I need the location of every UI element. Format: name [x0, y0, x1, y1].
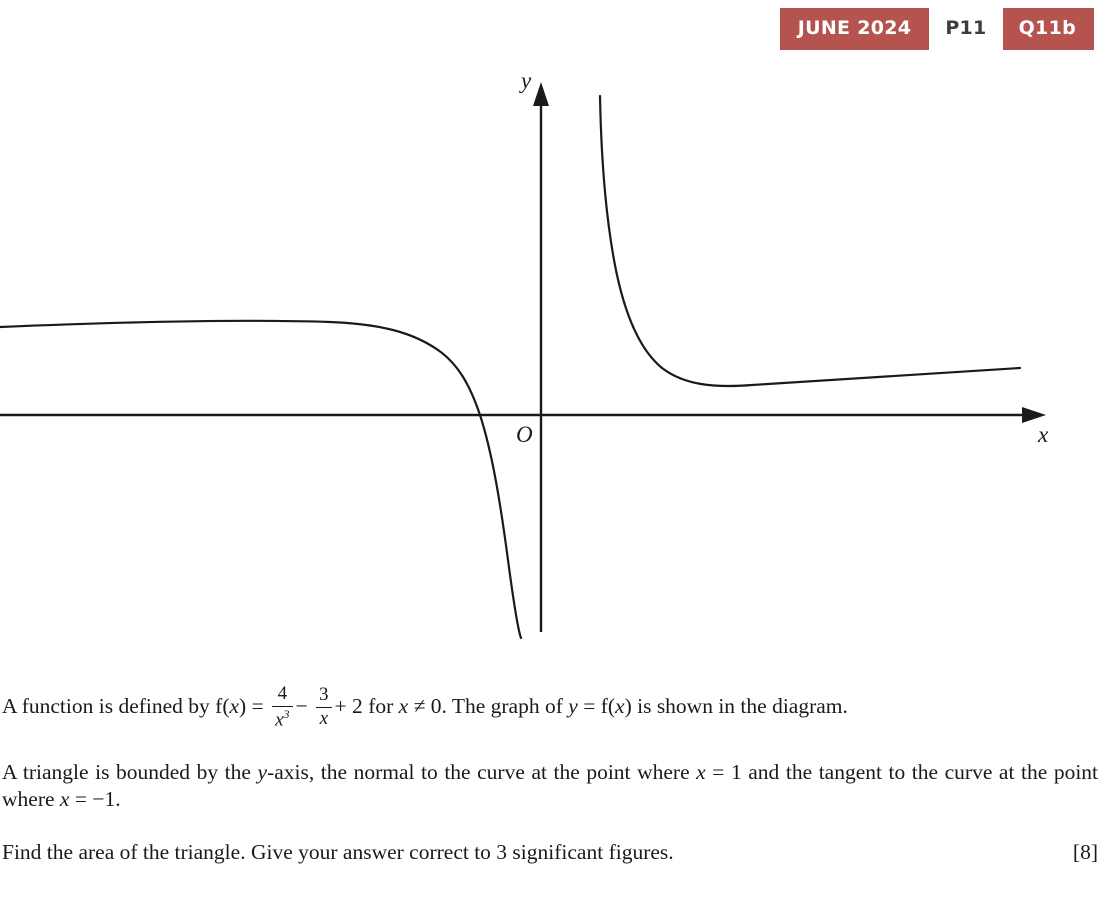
function-graph-diagram: [0, 60, 1100, 670]
badge-session: JUNE 2024: [780, 8, 930, 50]
p1-var-y: y: [568, 694, 578, 719]
fraction-den-var: x: [275, 708, 284, 730]
p1-text-for: for: [368, 694, 394, 719]
badge-question: Q11b: [1003, 8, 1094, 50]
fraction2-numerator: 3: [316, 685, 332, 708]
curve-left-branch: [0, 321, 521, 638]
p2-text-e: = −1.: [69, 787, 121, 812]
p2-var-x1: x: [696, 760, 706, 785]
p1-text-a: A function is defined by f(: [2, 694, 230, 719]
p3-text: Find the area of the triangle. Give your answer correct to 3 significant figures.: [2, 840, 674, 865]
question-paragraph-1: [0, 685, 1100, 731]
p1-var-x3: x: [615, 694, 625, 719]
p2-text-d: tangent to the curve at the point where: [2, 760, 1099, 812]
question-reference-badge: [780, 8, 1094, 50]
fraction-3-over-x: [316, 685, 332, 729]
p1-var-x2: x: [398, 694, 409, 719]
p2-text-b: -axis, the normal to the curve at the point where: [267, 760, 697, 785]
x-axis: [0, 407, 1046, 423]
p1-text-d: = f(: [583, 694, 616, 719]
p2-var-x2: x: [59, 787, 70, 812]
badge-paper: P11: [929, 8, 1002, 50]
question-text: [0, 685, 1100, 866]
fraction-numerator: 4: [272, 684, 292, 707]
fraction-4-over-x-cubed: [272, 684, 292, 730]
p2-text-a: A triangle is bounded by the: [2, 760, 258, 785]
p1-text-e: ) is shown in the diagram.: [624, 694, 848, 719]
p1-text-b: ) =: [239, 694, 264, 719]
question-paragraph-3: [0, 839, 1100, 866]
p2-text-c: = 1 and the: [705, 760, 813, 785]
y-axis: [533, 82, 549, 632]
fraction2-denominator: x: [319, 707, 329, 729]
fraction-denominator: [272, 707, 292, 731]
p2-var-y: y: [257, 760, 268, 785]
y-axis-label: y: [521, 68, 532, 93]
curve-right-branch: [600, 96, 1020, 386]
x-axis-label: x: [1038, 422, 1049, 447]
p1-var-x1: x: [229, 694, 240, 719]
question-paragraph-2: [0, 759, 1100, 813]
p1-text-c: ≠ 0. The graph of: [413, 694, 563, 719]
p1-minus-sign: −: [295, 694, 308, 719]
marks-allocation: [8]: [1072, 840, 1098, 865]
p1-plus-two: + 2: [334, 694, 363, 719]
fraction-den-exponent: 3: [283, 706, 290, 721]
origin-label: O: [516, 422, 533, 447]
